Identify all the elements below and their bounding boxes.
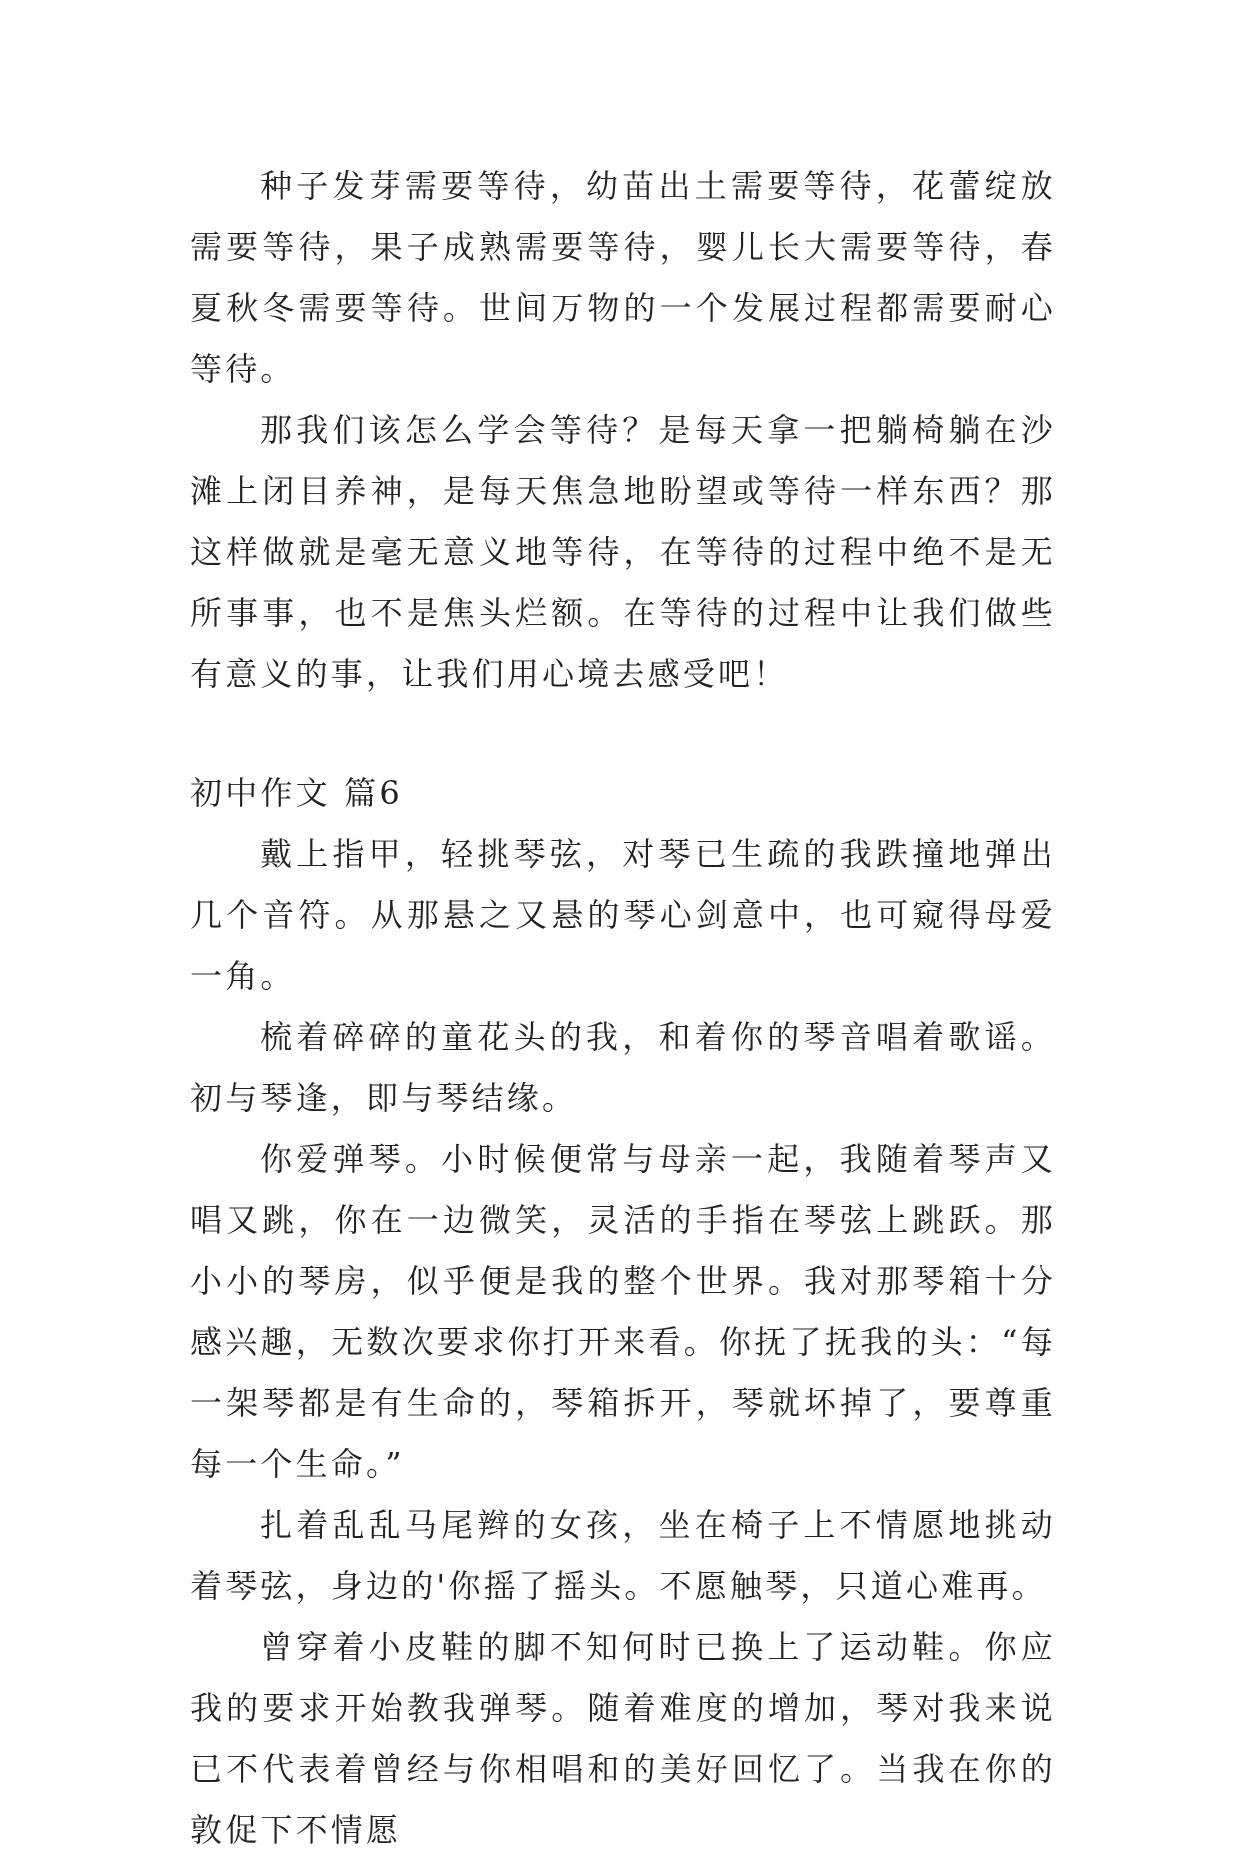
paragraph: 扎着乱乱马尾辫的女孩，坐在椅子上不情愿地挑动着琴弦，身边的'你摇了摇头。不愿触琴，只道心难再。 <box>190 1506 1056 1605</box>
paragraph: 梳着碎碎的童花头的我，和着你的琴音唱着歌谣。初与琴逢，即与琴结缘。 <box>190 1018 1056 1117</box>
document-page <box>190 156 1056 1861</box>
paragraph: 那我们该怎么学会等待？是每天拿一把躺椅躺在沙滩上闭目养神，是每天焦急地盼望或等待一样东西？那这样做就是毫无意义地等待，在等待的过程中绝不是无所事事，也不是焦头烂额。在等待的过程中让我们做些有意义的事，让我们用心境去感受吧！ <box>190 411 1056 693</box>
paragraph: 戴上指甲，轻挑琴弦，对琴已生疏的我跌撞地弹出几个音符。从那悬之又悬的琴心剑意中，也可窥得母爱一角。 <box>190 835 1056 995</box>
paragraph: 曾穿着小皮鞋的脚不知何时已换上了运动鞋。你应我的要求开始教我弹琴。随着难度的增加，琴对我来说已不代表着曾经与你相唱和的美好回忆了。当我在你的敦促下不情愿 <box>190 1628 1056 1849</box>
paragraph: 种子发芽需要等待，幼苗出土需要等待，花蕾绽放需要等待，果子成熟需要等待，婴儿长大需要等待，春夏秋冬需要等待。世间万物的一个发展过程都需要耐心等待。 <box>190 167 1056 388</box>
paragraph: 你爱弹琴。小时候便常与母亲一起，我随着琴声又唱又跳，你在一边微笑，灵活的手指在琴弦上跳跃。那小小的琴房，似乎便是我的整个世界。我对那琴箱十分感兴趣，无数次要求你打开来看。你抚了抚我的头：“每一架琴都是有生命的，琴箱拆开，琴就坏掉了，要尊重每一个生命。” <box>190 1140 1056 1483</box>
section-title: 初中作文 篇6 <box>190 774 403 812</box>
